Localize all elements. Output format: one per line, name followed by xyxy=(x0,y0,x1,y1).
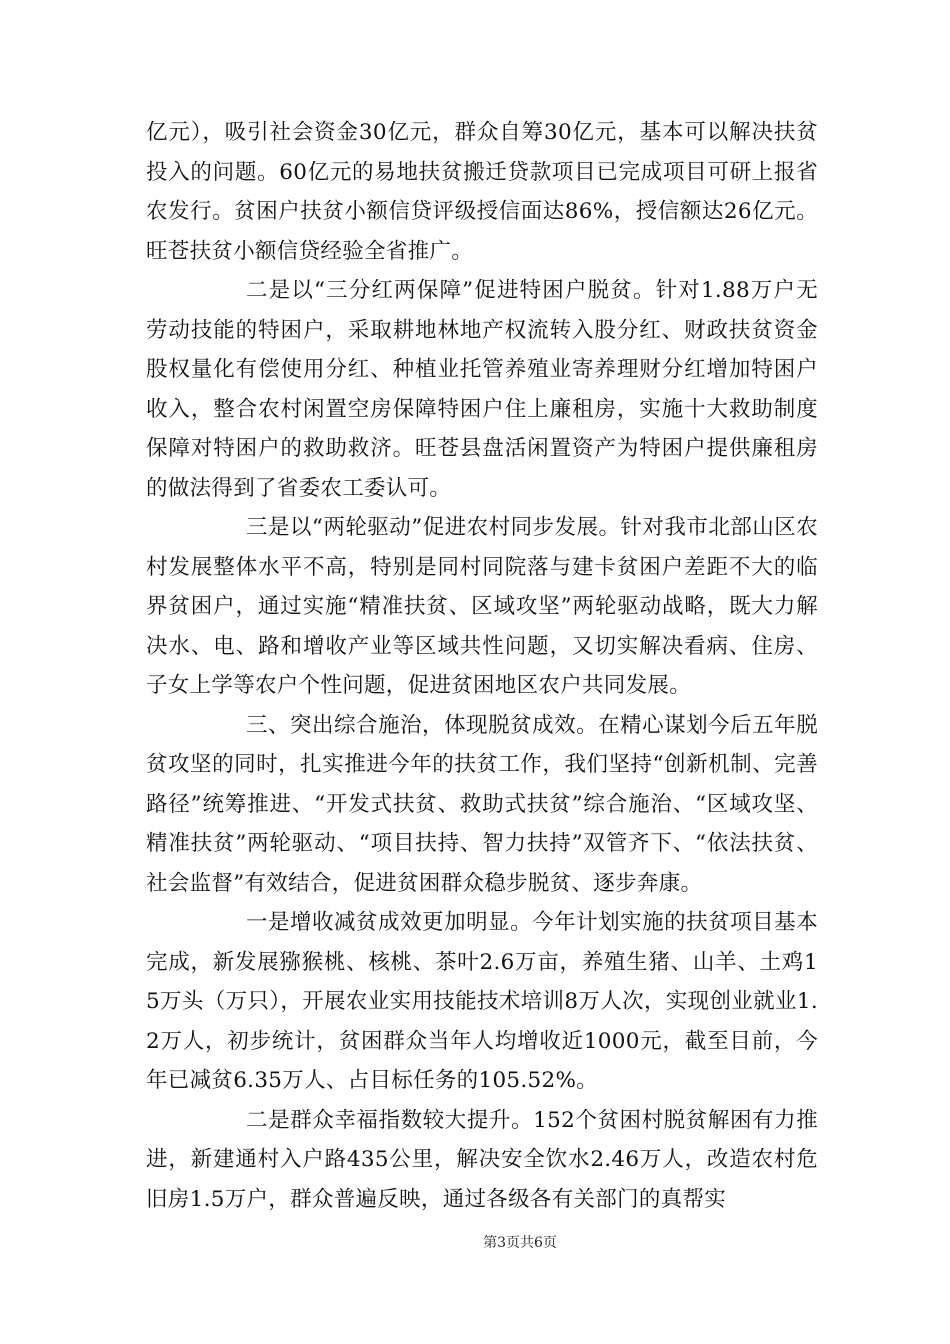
page-number: 第3页共6页 xyxy=(483,1235,557,1251)
document-body xyxy=(146,113,818,1219)
paragraph-5: 一是增收减贫成效更加明显。今年计划实施的扶贫项目基本完成，新发展猕猴桃、核桃、茶叶2.6万亩，养殖生猪、山羊、土鸡15万头（万只），开展农业实用技能技术培训8万人次，实现创业就业1.2万人，初步统计，贫困群众当年人均增收近1000元，截至目前，今年已减贫6.35万人、占目标任务的105.52%。 xyxy=(146,910,818,1093)
paragraph-3: 三是以“两轮驱动”促进农村同步发展。针对我市北部山区农村发展整体水平不高，特别是同村同院落与建卡贫困户差距不大的临界贫困户，通过实施“精准扶贫、区域攻坚”两轮驱动战略，既大力解决水、电、路和增收产业等区域共性问题，又切实解决看病、住房、子女上学等农户个性问题，促进贫困地区农户共同发展。 xyxy=(146,515,818,698)
paragraph-6: 二是群众幸福指数较大提升。152个贫困村脱贫解困有力推进，新建通村入户路435公里，解决安全饮水2.46万人，改造农村危旧房1.5万户，群众普遍反映，通过各级各有关部门的真帮实 xyxy=(146,1107,818,1212)
paragraph-4: 三、突出综合施治，体现脱贫成效。在精心谋划今后五年脱贫攻坚的同时，扎实推进今年的扶贫工作，我们坚持“创新机制、完善路径”统筹推进、“开发式扶贫、救助式扶贫”综合施治、“区域攻坚、精准扶贫”两轮驱动、“项目扶持、智力扶持”双管齐下、“依法扶贫、社会监督”有效结合，促进贫困群众稳步脱贫、逐步奔康。 xyxy=(146,712,818,896)
page-footer xyxy=(0,1232,950,1252)
paragraph-2: 二是以“三分红两保障”促进特困户脱贫。针对1.88万户无劳动技能的特困户，采取耕地林地产权流转入股分红、财政扶贫资金股权量化有偿使用分红、种植业托管养殖业寄养理财分红增加特困户收入，整合农村闲置空房保障特困户住上廉租房，实施十大救助制度保障对特困户的救助救济。旺苍县盘活闲置资产为特困户提供廉租房的做法得到了省委农工委认可。 xyxy=(146,278,818,501)
paragraph-1: 亿元），吸引社会资金30亿元，群众自筹30亿元，基本可以解决扶贫投入的问题。60亿元的易地扶贫搬迁贷款项目已完成项目可研上报省农发行。贫困户扶贫小额信贷评级授信面达86%，授信额达26亿元。旺苍扶贫小额信贷经验全省推广。 xyxy=(146,120,818,264)
